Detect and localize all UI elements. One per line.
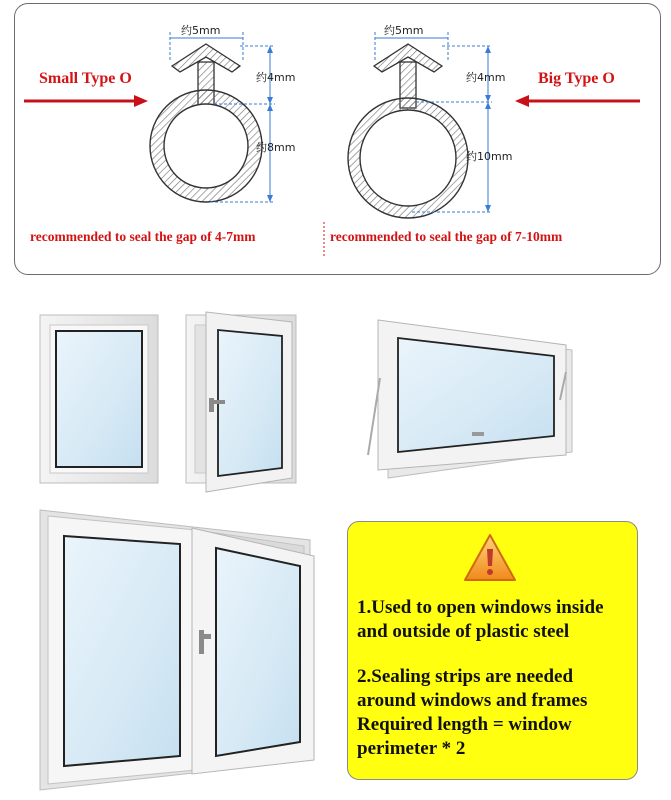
small-stem-label: 约4mm	[256, 71, 296, 84]
small-width-label: 约5mm	[181, 24, 221, 37]
small-recommendation: recommended to seal the gap of 4-7mm	[30, 229, 256, 244]
note-point1-line1: 1.Used to open windows inside	[357, 597, 604, 618]
window-double-illustration	[40, 510, 314, 790]
window-casement-open-illustration	[186, 312, 296, 492]
big-type-title: Big Type O	[538, 70, 615, 87]
window-awning-illustration	[368, 320, 572, 478]
small-bulb-label: 约8mm	[256, 141, 296, 154]
warning-icon	[462, 532, 518, 584]
small-type-title: Small Type O	[39, 70, 132, 87]
note-point2-line2: around windows and frames	[357, 690, 588, 711]
big-bulb-label: 约10mm	[466, 150, 513, 163]
note-point2-line4: perimeter * 2	[357, 738, 466, 759]
note-point2-line1: 2.Sealing strips are needed	[357, 666, 574, 687]
small-type-arrow	[24, 95, 148, 107]
note-point2-line3: Required length = window	[357, 714, 572, 735]
big-recommendation: recommended to seal the gap of 7-10mm	[330, 229, 563, 244]
small-profile-shape	[150, 44, 262, 202]
usage-note-box	[347, 521, 638, 780]
big-profile-shape	[348, 44, 468, 218]
big-type-arrow	[515, 95, 640, 107]
note-point1-line2: and outside of plastic steel	[357, 621, 570, 642]
big-stem-label: 约4mm	[466, 71, 506, 84]
big-width-label: 约5mm	[384, 24, 424, 37]
window-fixed-illustration	[40, 315, 158, 483]
